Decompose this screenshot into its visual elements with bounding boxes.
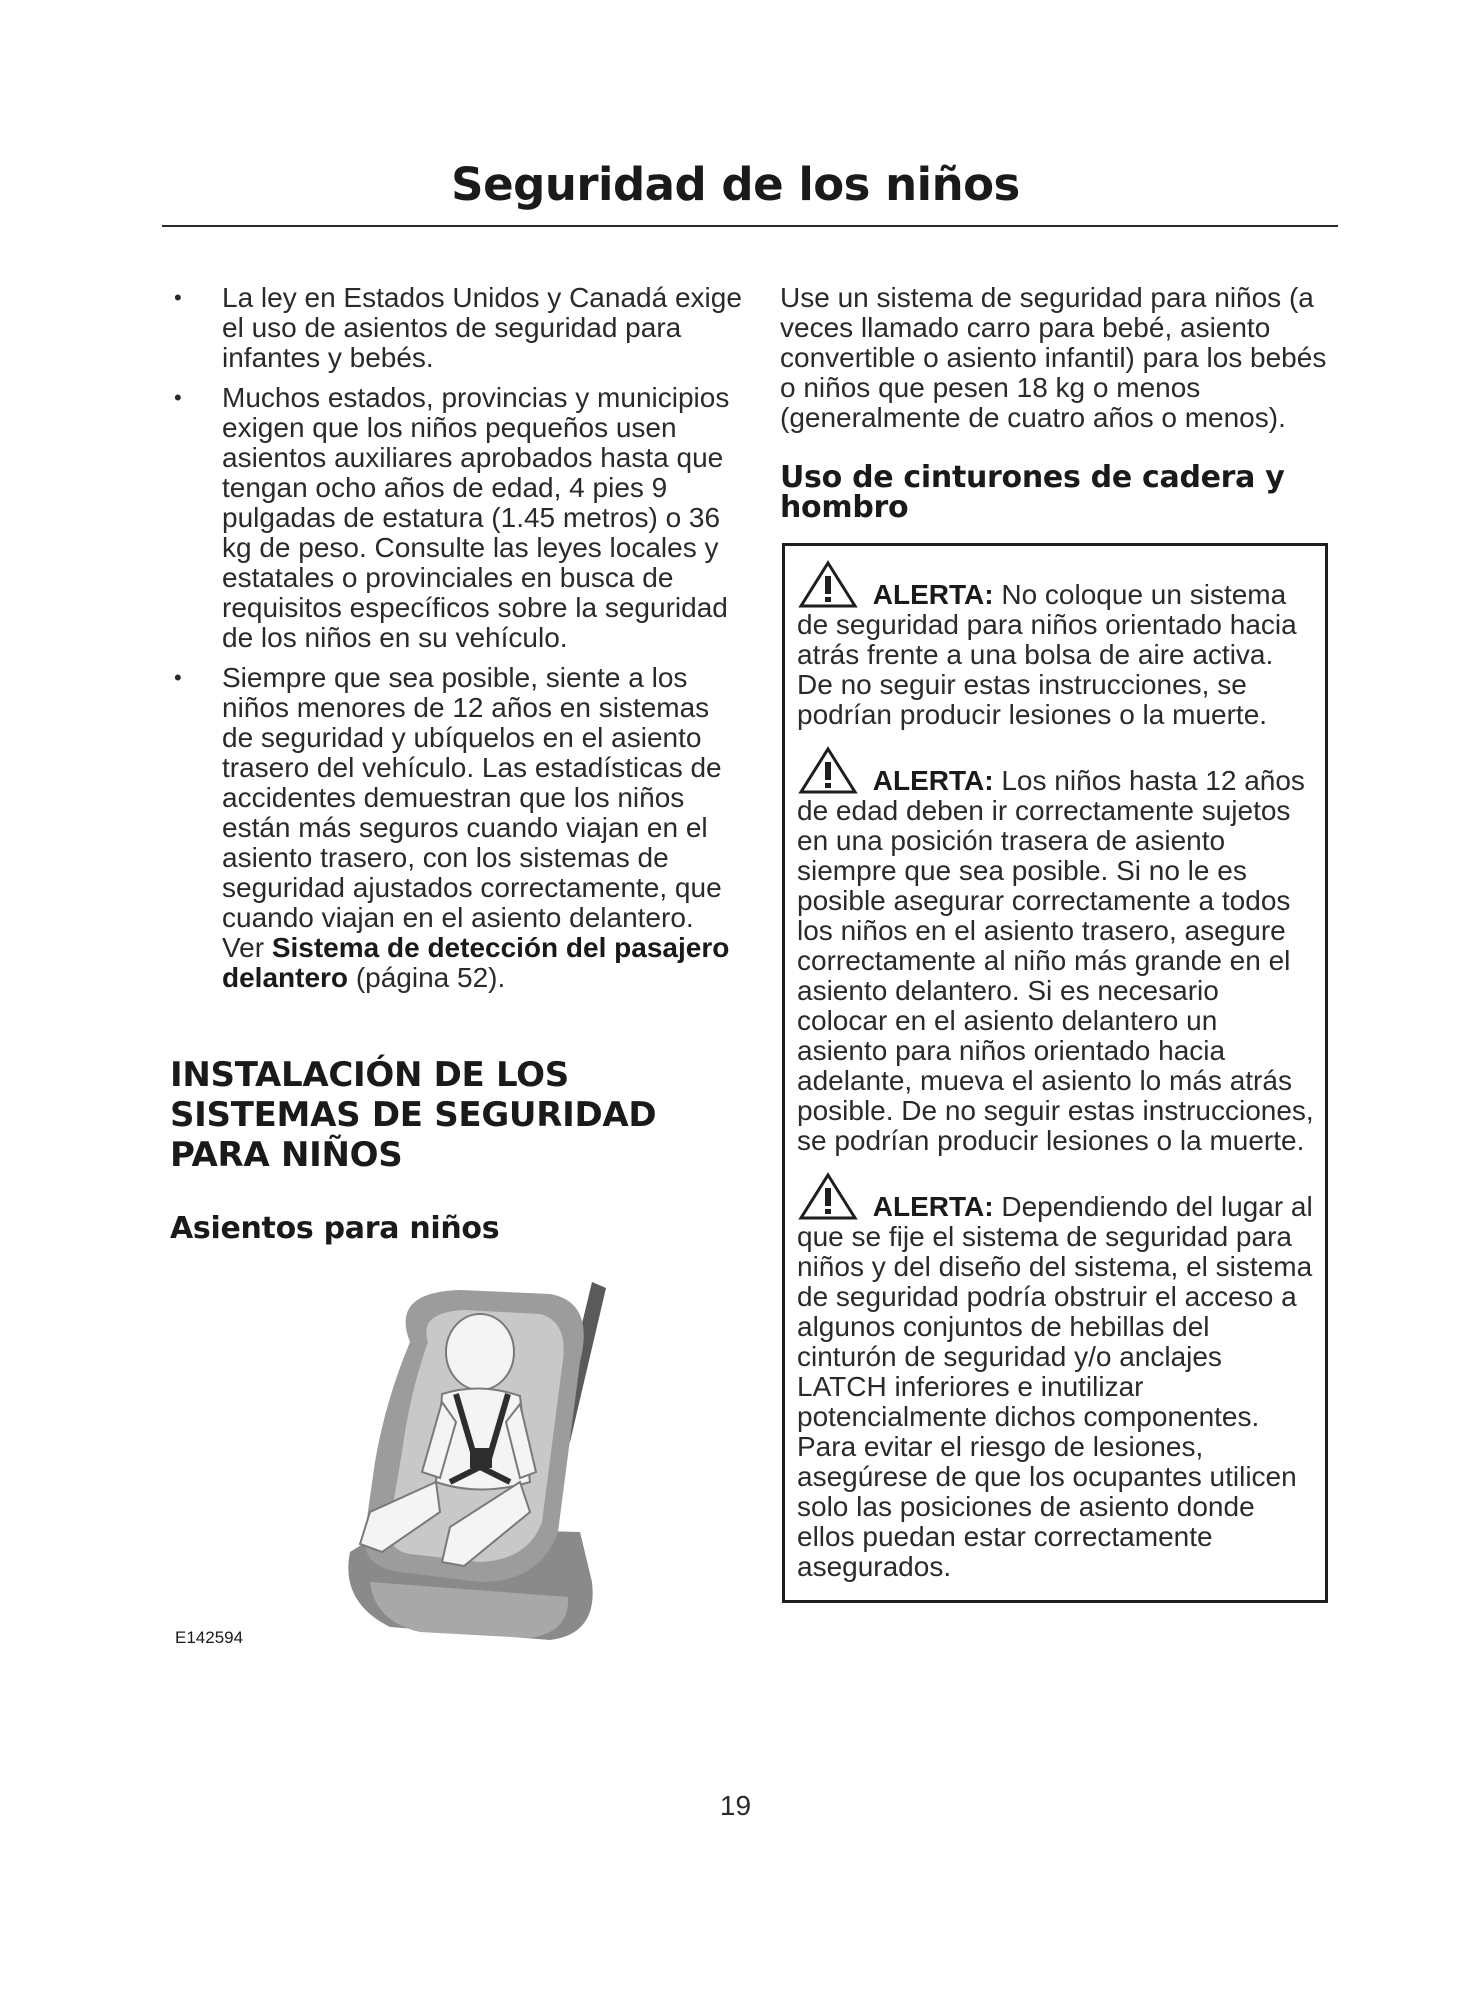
alert-label: ALERTA: — [872, 1191, 994, 1222]
alert-box — [782, 543, 1328, 1603]
section-heading: INSTALACIÓN DE LOS SISTEMAS DE SEGURIDAD PARA NIÑOS — [170, 1055, 657, 1175]
warning-triangle-icon — [797, 746, 859, 796]
bullet-icon: • — [174, 385, 182, 410]
reference-link[interactable]: Sistema de detección del pasajero delantero — [222, 932, 730, 993]
reference-suffix: (página 52). — [355, 962, 506, 993]
warning-triangle-icon — [797, 1172, 859, 1222]
page-number: 19 — [719, 1790, 752, 1821]
reference-prefix: Ver — [222, 932, 265, 963]
figure-id: E142594 — [175, 1628, 244, 1647]
alert-label: ALERTA: — [872, 765, 994, 796]
alert-item — [797, 1172, 1315, 1582]
list-item — [170, 383, 742, 653]
alert-text: No coloque un sistema de seguridad para niños orientado hacia atrás frente a una bolsa de aire activa. De no seguir estas instrucciones, se podrían producir lesiones o la muerte. — [797, 579, 1297, 730]
alert-item — [797, 746, 1315, 1156]
alert-text: Los niños hasta 12 años de edad deben ir correctamente sujetos en una posición trasera de asiento siempre que sea posible. Si no le es posible asegurar correctamente a todos los niños en el asiento trasero, asegure correctamente al niño más grande en el asiento delantero. Si es necesario colocar en el asiento delantero un asiento para niños orientado hacia adelante, mueva el asiento lo más atrás posible. De no seguir estas instrucciones, se podrían producir lesiones o la muerte. — [797, 765, 1314, 1156]
right-column — [780, 283, 1340, 523]
list-item — [170, 663, 742, 993]
sub-heading: Asientos para niños — [170, 1211, 500, 1246]
title-divider — [162, 225, 1338, 227]
bullet-icon: • — [174, 285, 182, 310]
page-title: Seguridad de los niños — [451, 158, 1020, 211]
bullet-text: Siempre que sea posible, siente a los niños menores de 12 años en sistemas de seguridad y ubíquelos en el asiento trasero del vehículo. Las estadísticas de accidentes demuestran que los niños están más seguros cuando viajan en el asiento trasero, con los sistemas de seguridad ajustados correctamente, que cuando viajan en el asiento delantero. — [222, 662, 722, 933]
intro-paragraph: Use un sistema de seguridad para niños (a veces llamado carro para bebé, asiento convertible o asiento infantil) para los bebés o niños que pesen 18 kg o menos (generalmente de cuatro años o menos). — [780, 282, 1327, 433]
warning-triangle-icon — [797, 560, 859, 610]
alert-item — [797, 560, 1315, 730]
bullet-text: Muchos estados, provincias y municipios exigen que los niños pequeños usen asientos auxiliares aprobados hasta que tengan ocho años de edad, 4 pies 9 pulgadas de estatura (1.45 metros) o 36 kg de peso. Consulte las leyes locales y estatales o provinciales en busca de requisitos específicos sobre la seguridad de los niños en su vehículo. — [222, 382, 730, 653]
left-column — [170, 283, 742, 1247]
alert-label: ALERTA: — [872, 579, 994, 610]
alert-text: Dependiendo del lugar al que se fije el sistema de seguridad para niños y del diseño del sistema, el sistema de seguridad podría obstruir el acceso a algunos conjuntos de hebillas del cinturón de seguridad y/o anclajes LATCH inferiores e inutilizar potencialmente dichos componentes. Para evitar el riesgo de lesiones, asegúrese de que los ocupantes utilicen solo las posiciones de asiento donde ellos puedan estar correctamente asegurados. — [797, 1191, 1313, 1582]
child-seat-illustration — [330, 1282, 630, 1647]
bullet-icon: • — [174, 665, 182, 690]
bullet-text: La ley en Estados Unidos y Canadá exige el uso de asientos de seguridad para infantes y bebés. — [222, 282, 742, 373]
bullet-list — [170, 283, 742, 993]
list-item — [170, 283, 742, 373]
section-subheading: Uso de cinturones de cadera y hombro — [780, 460, 1285, 525]
